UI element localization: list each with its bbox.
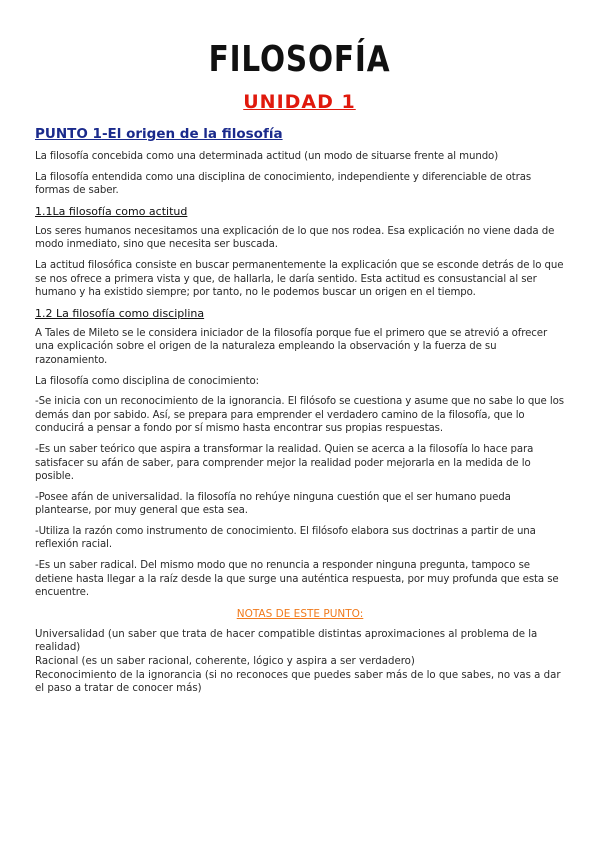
unit-heading: UNIDAD 1 <box>243 91 356 113</box>
section-heading: 1.2 La filosofía como disciplina <box>35 306 205 320</box>
paragraph: -Utiliza la razón como instrumento de conocimiento. El filósofo elabora sus doctrinas a partir de una reflexión racial. <box>35 525 536 551</box>
note-item: Universalidad (un saber que trata de hacer compatible distintas aproximaciones al problema de la realidad) <box>35 628 538 654</box>
punto-title: -El origen de la filosofía <box>101 126 283 142</box>
note-item: Racional (es un saber racional, coherente, lógico y aspira a ser verdadero) <box>35 656 415 668</box>
paragraph: -Se inicia con un reconocimiento de la ignorancia. El filósofo se cuestiona y asume que no sabe lo que los demás dan por sabido. Así, se prepara para emprender el verdadero camino de la filosofía, que lo conducirá a pensar a fondo por sí mismo hasta encontrar sus propias respuestas. <box>35 396 564 435</box>
paragraph: -Es un saber teórico que aspira a transformar la realidad. Quien se acerca a la filosofía lo hace para satisfacer su afán de saber, para comprender mejor la realidad poder mejorarla en la medida de lo posible. <box>35 443 534 483</box>
note-item: Reconocimiento de la ignorancia (si no reconoces que puedes saber más de lo que sabes, no vas a dar el paso a tratar de conocer más) <box>35 669 561 695</box>
punto-number: PUNTO 1 <box>35 126 102 142</box>
paragraph: A Tales de Mileto se le considera iniciador de la filosofía porque fue el primero que se atrevió a ofrecer una explicación sobre el origen de la naturaleza empleando la observación y la fuerza de su razonamiento. <box>35 327 548 366</box>
section-heading: 1.1La filosofía como actitud <box>35 204 188 218</box>
punto-heading <box>35 124 565 144</box>
document-title: FILOSOFÍA <box>208 39 391 80</box>
document-body <box>35 124 565 696</box>
paragraph: La filosofía como disciplina de conocimiento: <box>35 375 259 387</box>
intro-paragraph: La filosofía concebida como una determinada actitud (un modo de situarse frente al mundo) <box>35 151 499 162</box>
paragraph: Los seres humanos necesitamos una explicación de lo que nos rodea. Esa explicación no viene dada de modo inmediato, sino que necesita ser buscada. <box>35 225 555 251</box>
notes-list <box>35 628 565 696</box>
notes-title: NOTAS DE ESTE PUNTO: <box>236 607 364 620</box>
intro-paragraph: La filosofía entendida como una disciplina de conocimiento, independiente y diferenciable de otras formas de saber. <box>35 171 532 197</box>
paragraph: -Es un saber radical. Del mismo modo que no renuncia a responder ninguna pregunta, tampoco se detiene hasta llegar a la raíz desde la que surge una auténtica respuesta, por muy profunda que esta se encuentre. <box>35 560 559 599</box>
paragraph: La actitud filosófica consiste en buscar permanentemente la explicación que se esconde detrás de lo que se nos ofrece a primera vista y que, de hallarla, le daría sentido. Esta actitud es consustancial al ser humano y ha existido siempre; por tanto, no le podemos buscar un origen en el tiempo. <box>35 259 564 299</box>
paragraph: -Posee afán de universalidad. la filosofía no rehúye ninguna cuestión que el ser humano pueda plantearse, por muy general que esta sea. <box>35 491 511 517</box>
